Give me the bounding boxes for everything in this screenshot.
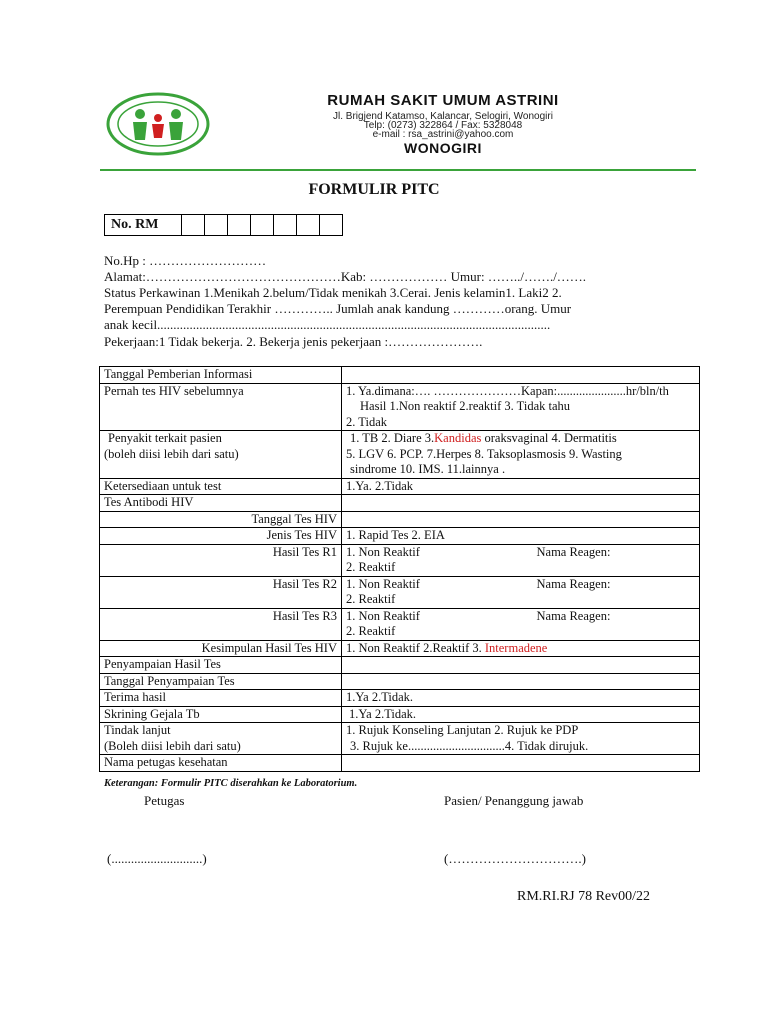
- option-text: 3. Rujuk ke...............................4. Tidak dirujuk.: [350, 738, 589, 753]
- rm-digit-box[interactable]: [297, 215, 320, 236]
- table-row: [100, 528, 700, 545]
- option-text: 2. Reaktif: [346, 592, 396, 606]
- option-text: 1. Ya.dimana:…. …………………Kapan:......................hr/bln/th: [346, 383, 669, 398]
- option-text: 2. Reaktif: [346, 560, 396, 574]
- row-label: Hasil Tes R3: [100, 608, 342, 640]
- table-row: [100, 495, 700, 512]
- row-label: Tanggal Tes HIV: [100, 511, 342, 528]
- row-label: Skrining Gejala Tb: [100, 706, 342, 723]
- hospital-name: RUMAH SAKIT UMUM ASTRINI: [327, 92, 559, 109]
- option-text: sindrome 10. IMS. 11.lainnya .: [350, 462, 506, 476]
- row-value[interactable]: [342, 544, 700, 576]
- option-text: 2. Reaktif: [346, 624, 396, 638]
- row-label: Tanggal Pemberian Informasi: [100, 367, 342, 384]
- label-text: Penyakit terkait pasien: [108, 431, 222, 445]
- option-text-red: Kandidas: [434, 431, 482, 445]
- info-education: Perempuan Pendidikan Terakhir ………….. Jumlah anak kandung …………orang. Umur: [104, 301, 572, 316]
- row-label: [100, 431, 342, 479]
- signature-pasien-blank[interactable]: (………………………….): [444, 851, 586, 866]
- rm-digit-box[interactable]: [320, 215, 343, 236]
- info-address: Alamat:………………………………………Kab: ……………… Umur: ……../……./…….: [104, 269, 587, 284]
- row-value[interactable]: [342, 511, 700, 528]
- table-row: [100, 511, 700, 528]
- option-text: 1. Non Reaktif: [346, 544, 420, 559]
- label-text: Tindak lanjut: [104, 723, 171, 737]
- header-divider: [100, 169, 696, 171]
- row-label: Jenis Tes HIV: [100, 528, 342, 545]
- table-row: [100, 640, 700, 657]
- row-value[interactable]: [342, 495, 700, 512]
- row-value[interactable]: [342, 640, 700, 657]
- rm-label: No. RM: [105, 215, 182, 236]
- table-row: [100, 673, 700, 690]
- form-title: FORMULIR PITC: [308, 181, 440, 198]
- info-occupation: Pekerjaan:1 Tidak bekerja. 2. Bekerja jenis pekerjaan :………………….: [104, 334, 483, 349]
- row-label: Penyampaian Hasil Tes: [100, 657, 342, 674]
- option-text: 1. Non Reaktif 2.Reaktif 3.: [346, 640, 485, 655]
- table-row: [100, 755, 700, 772]
- pitc-table: [99, 366, 700, 772]
- table-row: [100, 657, 700, 674]
- hospital-logo: [106, 92, 210, 156]
- hospital-phone: Telp: (0273) 322864 / Fax: 5328048: [363, 120, 523, 131]
- row-label: Tes Antibodi HIV: [100, 495, 342, 512]
- table-row: [100, 706, 700, 723]
- rm-number-box: [104, 214, 343, 236]
- table-row: [100, 690, 700, 707]
- table-row: [100, 576, 700, 608]
- table-row: [100, 608, 700, 640]
- row-value[interactable]: [342, 608, 700, 640]
- row-value[interactable]: 1. Rapid Tes 2. EIA: [342, 528, 700, 545]
- option-text: 1. TB 2. Diare 3.: [350, 431, 435, 445]
- row-value[interactable]: [342, 383, 700, 431]
- table-row: [100, 478, 700, 495]
- info-marital-status: Status Perkawinan 1.Menikah 2.belum/Tidak menikah 3.Cerai. Jenis kelamin1. Laki2 2.: [104, 285, 562, 300]
- row-value[interactable]: [342, 576, 700, 608]
- option-text: 1. Non Reaktif: [346, 576, 420, 591]
- info-children-age: anak kecil.........................................................................................................................: [104, 317, 551, 332]
- row-value[interactable]: [342, 673, 700, 690]
- signature-petugas-blank[interactable]: (............................): [107, 851, 207, 866]
- row-value[interactable]: 1.Ya 2.Tidak.: [342, 706, 700, 723]
- option-text: 2. Tidak: [346, 414, 387, 429]
- hospital-email: e-mail : rsa_astrini@yahoo.com: [372, 129, 514, 140]
- row-value[interactable]: [342, 431, 700, 479]
- reagent-label: Nama Reagen:: [536, 544, 611, 559]
- rm-digit-box[interactable]: [251, 215, 274, 236]
- rm-digit-box[interactable]: [182, 215, 205, 236]
- option-text: 1. Non Reaktif: [346, 608, 420, 623]
- row-label: Kesimpulan Hasil Tes HIV: [100, 640, 342, 657]
- row-value[interactable]: 1.Ya 2.Tidak.: [342, 690, 700, 707]
- option-text: Hasil 1.Non reaktif 2.reaktif 3. Tidak tahu: [360, 399, 571, 413]
- signature-pasien-label: Pasien/ Penanggung jawab: [444, 793, 584, 808]
- row-label: Hasil Tes R2: [100, 576, 342, 608]
- table-row: [100, 723, 700, 755]
- label-text: (boleh diisi lebih dari satu): [104, 446, 239, 461]
- table-row: [100, 383, 700, 431]
- option-text: 1. Rujuk Konseling Lanjutan 2. Rujuk ke PDP: [346, 723, 579, 737]
- reagent-label: Nama Reagen:: [536, 608, 611, 623]
- label-text: (Boleh diisi lebih dari satu): [104, 738, 241, 753]
- row-value[interactable]: [342, 755, 700, 772]
- row-value[interactable]: [342, 367, 700, 384]
- table-row: [100, 544, 700, 576]
- row-label: Hasil Tes R1: [100, 544, 342, 576]
- option-text: oraksvaginal 4. Dermatitis: [481, 431, 617, 445]
- rm-digit-box[interactable]: [274, 215, 297, 236]
- table-row: [100, 367, 700, 384]
- rm-digit-box[interactable]: [205, 215, 228, 236]
- rm-digit-box[interactable]: [228, 215, 251, 236]
- hospital-city: WONOGIRI: [404, 140, 482, 156]
- table-row: [100, 431, 700, 479]
- option-text-red: Intermadene: [484, 640, 548, 655]
- reagent-label: Nama Reagen:: [536, 576, 611, 591]
- document-code: RM.RI.RJ 78 Rev00/22: [517, 889, 651, 904]
- hospital-address: Jl. Brigjend Katamso, Kalancar, Selogiri, Wonogiri: [333, 111, 553, 122]
- row-label: Terima hasil: [100, 690, 342, 707]
- signature-petugas-label: Petugas: [144, 793, 185, 808]
- info-phone: No.Hp : ………………………: [104, 253, 267, 268]
- option-text: 5. LGV 6. PCP. 7.Herpes 8. Taksoplasmosis 9. Wasting: [346, 446, 622, 461]
- row-value[interactable]: [342, 723, 700, 755]
- row-label: Tanggal Penyampaian Tes: [100, 673, 342, 690]
- keterangan-note: Keterangan: Formulir PITC diserahkan ke Laboratorium.: [104, 778, 358, 789]
- row-label: Ketersediaan untuk test: [100, 478, 342, 495]
- row-label: Pernah tes HIV sebelumnya: [100, 383, 342, 431]
- row-value[interactable]: 1.Ya. 2.Tidak: [342, 478, 700, 495]
- row-value[interactable]: [342, 657, 700, 674]
- row-label: [100, 723, 342, 755]
- row-label: Nama petugas kesehatan: [100, 755, 342, 772]
